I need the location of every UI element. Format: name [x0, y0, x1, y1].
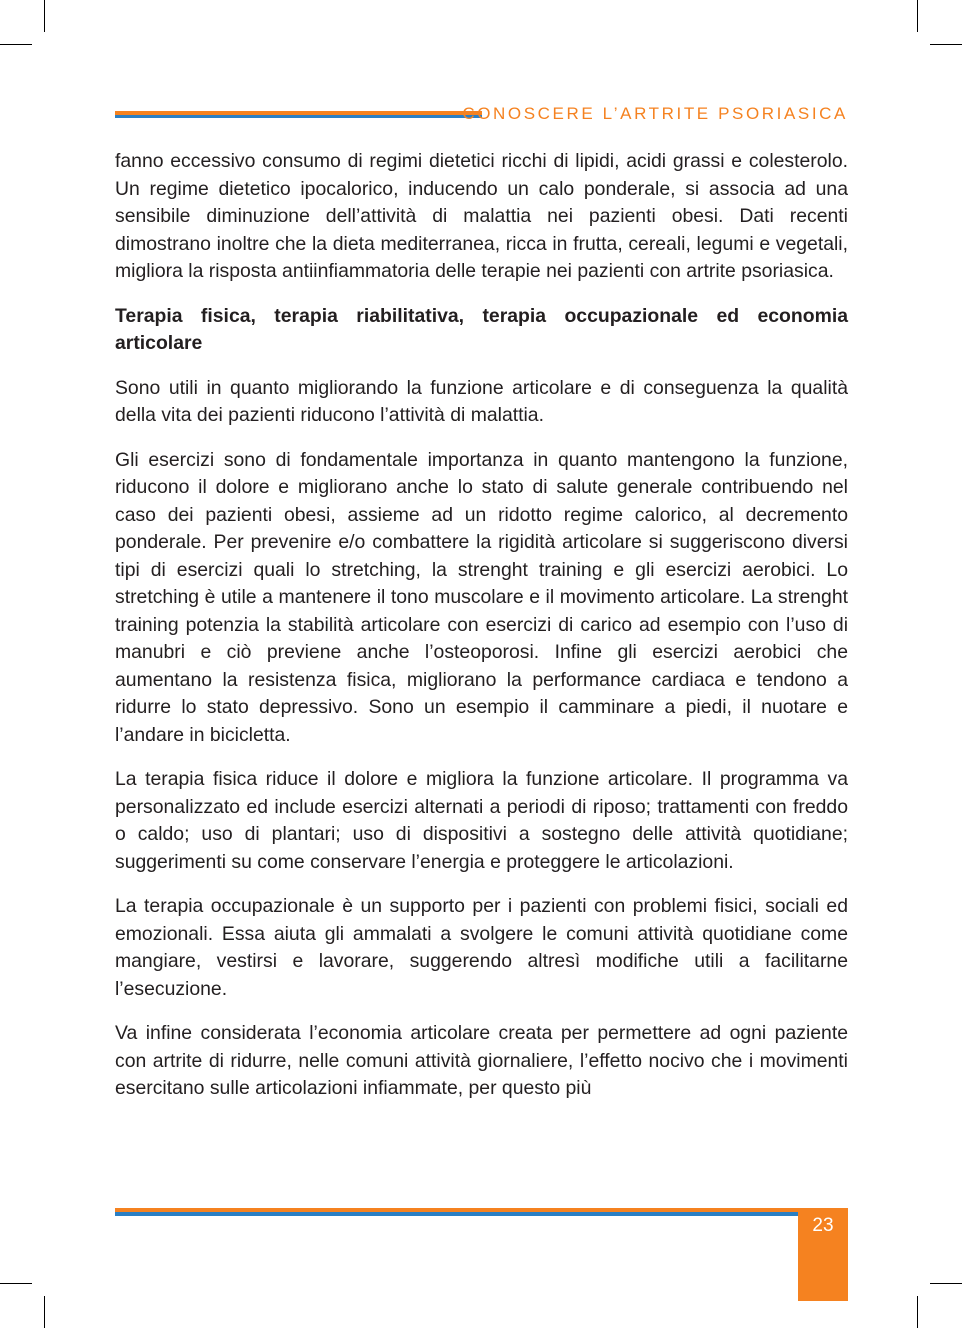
crop-mark-bottom-left-horizontal: [0, 1283, 32, 1284]
paragraph-exercises: Gli esercizi sono di fondamentale importanza in quanto mantengono la funzione, riducono il dolore e migliorano anche lo stato di salute generale contribuendo nel caso dei pazienti obesi, assieme ad un ridotto regime calorico, al decremento ponderale. Per prevenire e/o combattere la rigidità articolare si suggeriscono diversi tipi di esercizi quali lo stretching, la strenght training e gli esercizi aerobici. Lo stretching è utile a mantenere il tono muscolare e il movimento articolare. La strenght training potenzia la stabilità articolare con esercizi di carico ad esempio con l’uso di manubri e ciò previene anche l’osteoporosi. Infine gli esercizi aerobici che aumentano la resistenza fisica, migliorano la performance cardiaca e tendono a ridurre lo stato depressivo. Sono un esempio il camminare a piedi, il nuotare e l’andare in bicicletta.: [115, 448, 848, 746]
page-number-tab: [798, 1208, 848, 1301]
paragraph-occupational-therapy: La terapia occupazionale è un supporto per i pazienti con problemi fisici, sociali ed emozionali. Essa aiuta gli ammalati a svolgere le comuni attività quotidiane come mangiare, vestirsi e lavorare, suggerendo altresì modifiche utili a facilitarne l’esecuzione.: [115, 895, 848, 1000]
paragraph-diet: fanno eccessivo consumo di regimi dietetici ricchi di lipidi, acidi grassi e colesterolo. Un regime dietetico ipocalorico, inducendo un calo ponderale, si associa ad una sensibile diminuzione dell’attività di malattia nei pazienti obesi. Dati recenti dimostrano inoltre che la dieta mediterranea, ricca in frutta, cereali, legumi e vegetali, migliora la risposta antiinfiammatoria delle terapie nei pazienti con artrite psoriasica.: [115, 150, 848, 282]
page-body: [115, 148, 848, 1120]
crop-mark-bottom-right-horizontal: [930, 1283, 962, 1284]
footer-rule: [115, 1208, 798, 1216]
crop-mark-bottom-left-vertical: [44, 1296, 45, 1328]
running-header: [115, 100, 848, 130]
crop-mark-top-right-vertical: [917, 0, 918, 32]
section-heading: Terapia fisica, terapia riabilitativa, terapia occupazionale ed economia articolare: [115, 304, 848, 354]
running-title: CONOSCERE L’ARTRITE PSORIASICA: [462, 104, 848, 123]
paragraph-joint-economy: Va infine considerata l’economia articolare creata per permettere ad ogni paziente con artrite di ridurre, nelle comuni attività giornaliere, l’effetto nocivo che i movimenti esercitano sulle articolazioni infiammate, per questo più: [115, 1022, 848, 1099]
crop-mark-top-left-vertical: [44, 0, 45, 32]
paragraph-usefulness: Sono utili in quanto migliorando la funzione articolare e di conseguenza la qualità della vita dei pazienti riducono l’attività di malattia.: [115, 376, 848, 426]
footer-rule-blue: [115, 1212, 798, 1216]
crop-mark-bottom-right-vertical: [917, 1296, 918, 1328]
page-number: 23: [812, 1215, 834, 1236]
crop-mark-top-left-horizontal: [0, 44, 32, 45]
header-rule: [115, 111, 482, 118]
header-rule-blue: [115, 115, 482, 118]
paragraph-physical-therapy: La terapia fisica riduce il dolore e migliora la funzione articolare. Il programma va personalizzato ed include esercizi alternati a periodi di riposo; trattamenti con freddo o caldo; uso di plantari; uso di dispositivi a sostegno delle attività quotidiane; suggerimenti su come conservare l’energia e proteggere le articolazioni.: [115, 768, 848, 873]
crop-mark-top-right-horizontal: [930, 44, 962, 45]
